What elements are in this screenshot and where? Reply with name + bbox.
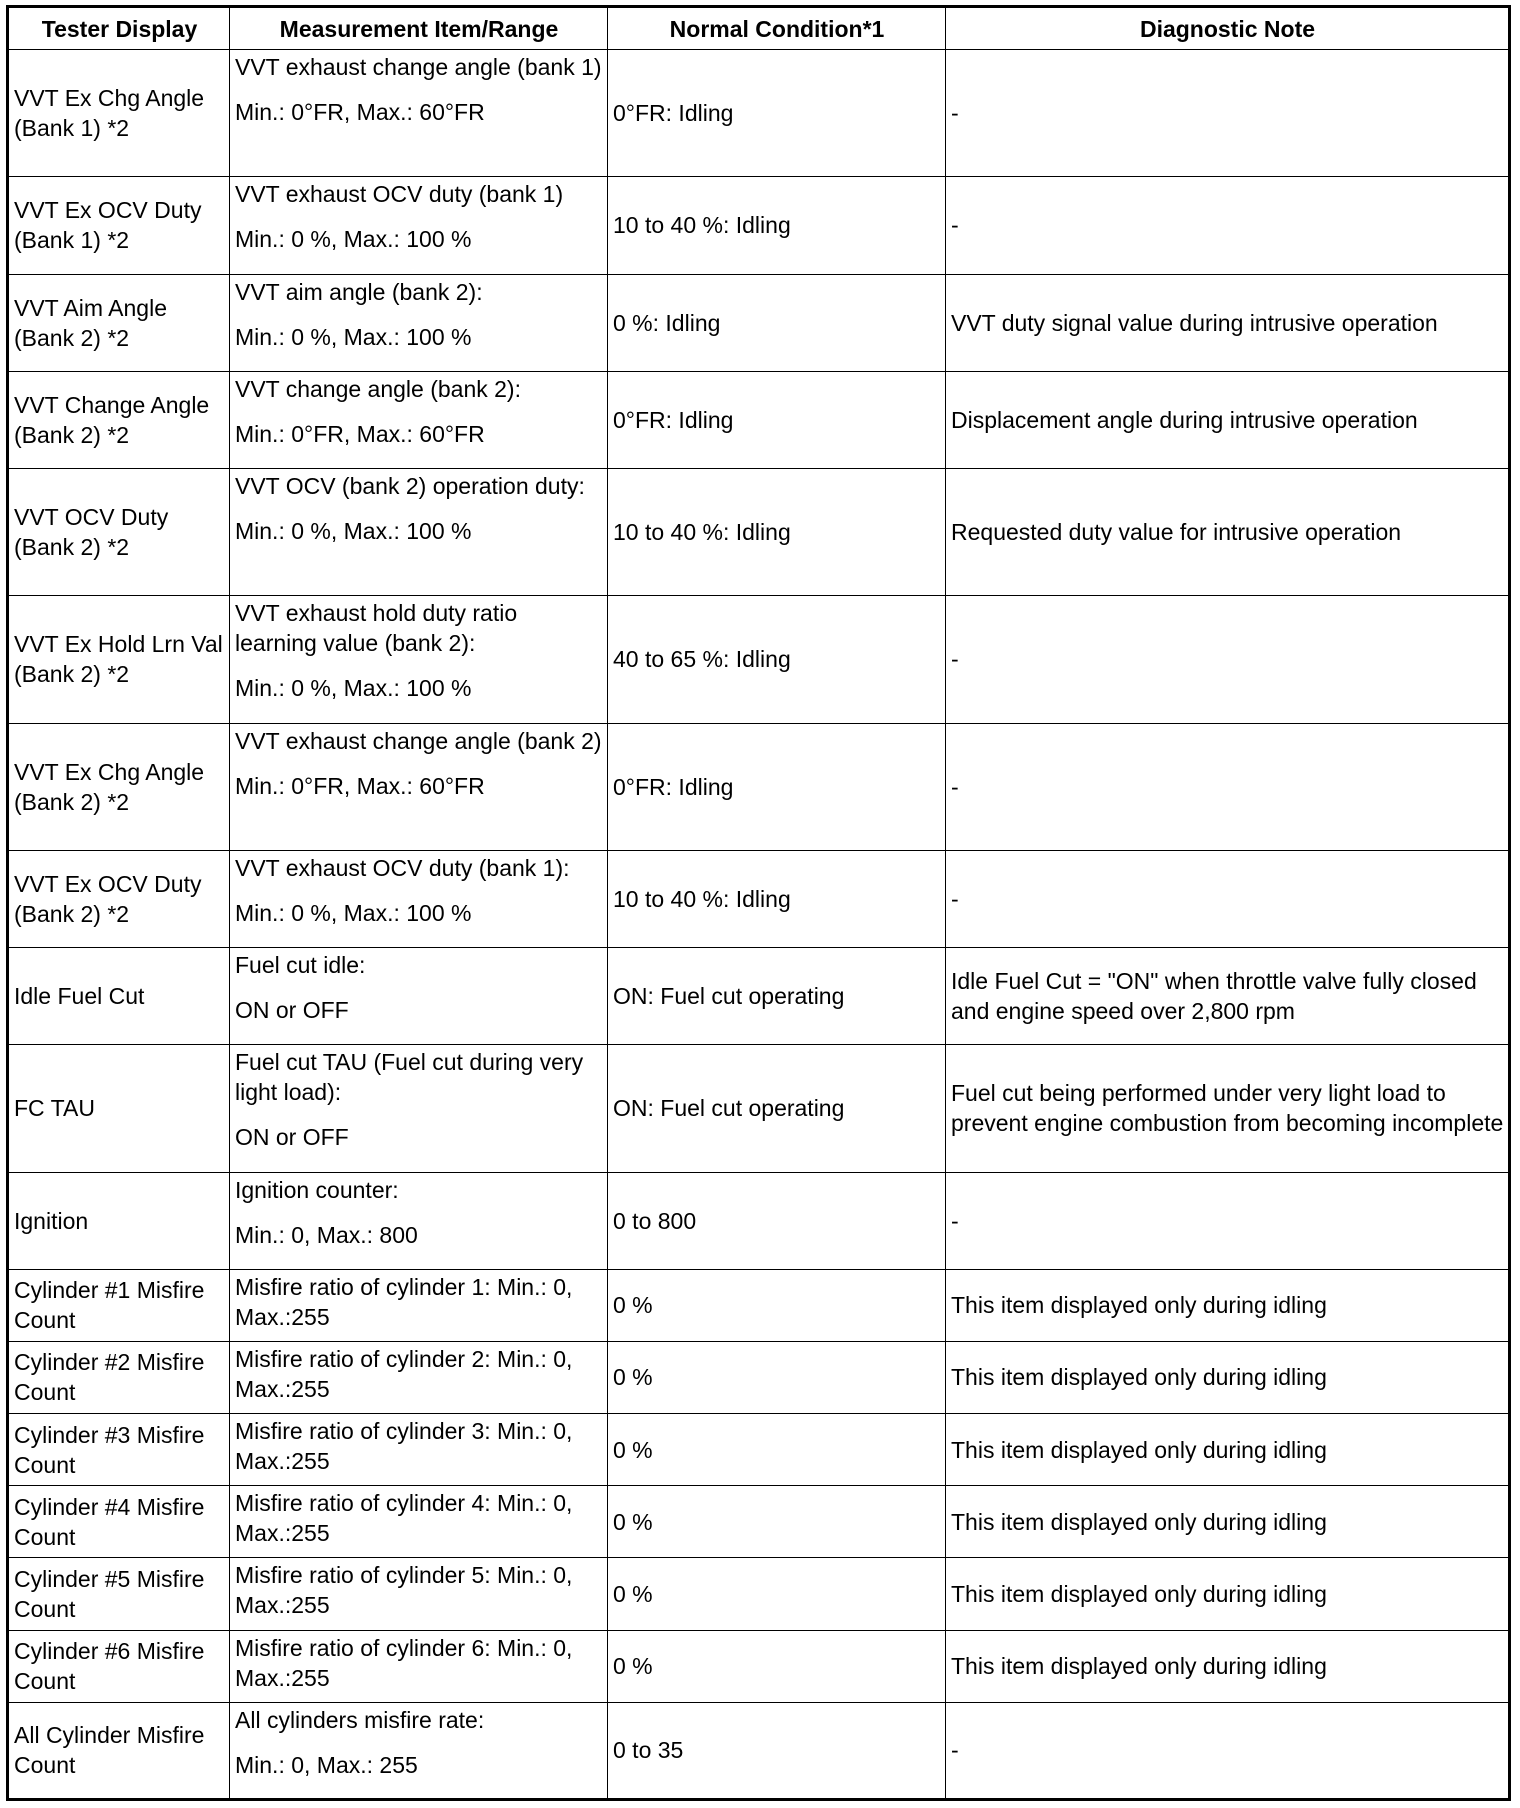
table-row <box>8 596 1510 723</box>
measurement-range: Min.: 0 %, Max.: 100 % <box>235 675 472 702</box>
measurement-item: All cylinders misfire rate: <box>235 1706 485 1733</box>
diagnostic-note-cell: - <box>946 1702 1510 1799</box>
diagnostic-note-cell: This item displayed only during idling <box>946 1414 1510 1486</box>
table-row <box>8 1414 1510 1486</box>
measurement-cell <box>230 371 608 468</box>
normal-condition-cell: 10 to 40 %: Idling <box>608 468 946 595</box>
tester-display-cell: FC TAU <box>8 1045 230 1172</box>
measurement-cell <box>230 1414 608 1486</box>
tester-display-cell: Ignition <box>8 1172 230 1269</box>
measurement-cell <box>230 1269 608 1341</box>
normal-condition-cell: 0 % <box>608 1630 946 1702</box>
measurement-item: VVT aim angle (bank 2): <box>235 278 483 305</box>
measurement-item: Fuel cut idle: <box>235 952 366 978</box>
table-row <box>8 371 1510 468</box>
measurement-item: VVT exhaust change angle (bank 1) <box>235 54 602 80</box>
normal-condition-cell: 0 % <box>608 1414 946 1486</box>
normal-condition-cell: ON: Fuel cut operating <box>608 1045 946 1172</box>
tester-display-cell: Cylinder #1 Misfire Count <box>8 1269 230 1341</box>
header-measurement: Measurement Item/Range <box>230 7 608 50</box>
measurement-cell <box>230 1486 608 1558</box>
diagnostic-note-cell: - <box>946 850 1510 947</box>
normal-condition-cell: 0°FR: Idling <box>608 50 946 177</box>
diagnostic-note-cell: - <box>946 723 1510 850</box>
measurement-range: Min.: 0, Max.: 800 <box>235 1221 418 1248</box>
measurement-cell <box>230 1172 608 1269</box>
measurement-cell <box>230 177 608 274</box>
tester-display-cell: Idle Fuel Cut <box>8 948 230 1045</box>
tester-display-cell: VVT Ex Hold Lrn Val (Bank 2) *2 <box>8 596 230 723</box>
measurement-range: Min.: 0°FR, Max.: 60°FR <box>235 420 485 447</box>
data-list-table <box>6 5 1511 1801</box>
diagnostic-note-cell: VVT duty signal value during intrusive operation <box>946 274 1510 371</box>
measurement-range: ON or OFF <box>235 1124 349 1151</box>
table-row <box>8 274 1510 371</box>
diagnostic-note-cell: This item displayed only during idling <box>946 1558 1510 1630</box>
table-row <box>8 1269 1510 1341</box>
table-body <box>8 50 1510 1800</box>
measurement-range: Min.: 0 %, Max.: 100 % <box>235 226 472 253</box>
normal-condition-cell: 10 to 40 %: Idling <box>608 850 946 947</box>
tester-display-cell: VVT Ex OCV Duty (Bank 2) *2 <box>8 850 230 947</box>
measurement-range: Min.: 0°FR, Max.: 60°FR <box>235 772 485 799</box>
table-row <box>8 468 1510 595</box>
table-row <box>8 850 1510 947</box>
tester-display-cell: Cylinder #5 Misfire Count <box>8 1558 230 1630</box>
table-row <box>8 177 1510 274</box>
diagnostic-note-cell: Requested duty value for intrusive operation <box>946 468 1510 595</box>
normal-condition-cell: 0°FR: Idling <box>608 371 946 468</box>
measurement-cell <box>230 723 608 850</box>
measurement-cell <box>230 468 608 595</box>
measurement-cell <box>230 1702 608 1799</box>
header-diagnostic-note: Diagnostic Note <box>946 7 1510 50</box>
measurement-cell <box>230 1558 608 1630</box>
tester-display-cell: VVT Ex Chg Angle (Bank 1) *2 <box>8 50 230 177</box>
diagnostic-note-cell: Displacement angle during intrusive operation <box>946 371 1510 468</box>
tester-display-cell: Cylinder #3 Misfire Count <box>8 1414 230 1486</box>
table-row <box>8 1341 1510 1413</box>
diagnostic-note-cell: - <box>946 596 1510 723</box>
measurement-range: Min.: 0°FR, Max.: 60°FR <box>235 99 485 125</box>
measurement-item: Misfire ratio of cylinder 4: Min.: 0, Max.:255 <box>235 1490 573 1547</box>
diagnostic-note-cell: - <box>946 50 1510 177</box>
table-row <box>8 1486 1510 1558</box>
table-row <box>8 50 1510 177</box>
header-tester-display: Tester Display <box>8 7 230 50</box>
tester-display-cell: All Cylinder Misfire Count <box>8 1702 230 1799</box>
measurement-item: Ignition counter: <box>235 1176 399 1203</box>
tester-display-cell: VVT Aim Angle (Bank 2) *2 <box>8 274 230 371</box>
normal-condition-cell: 0 to 800 <box>608 1172 946 1269</box>
measurement-item: VVT exhaust hold duty ratio learning value (bank 2): <box>235 600 518 657</box>
diagnostic-note-cell: This item displayed only during idling <box>946 1269 1510 1341</box>
tester-display-cell: Cylinder #2 Misfire Count <box>8 1341 230 1413</box>
diagnostic-note-cell: This item displayed only during idling <box>946 1341 1510 1413</box>
table-row <box>8 1558 1510 1630</box>
measurement-item: Fuel cut TAU (Fuel cut during very light load): <box>235 1049 584 1106</box>
measurement-item: Misfire ratio of cylinder 6: Min.: 0, Max.:255 <box>235 1634 573 1691</box>
measurement-cell <box>230 948 608 1045</box>
tester-display-cell: Cylinder #4 Misfire Count <box>8 1486 230 1558</box>
diagnostic-note-cell: - <box>946 177 1510 274</box>
tester-display-cell: VVT Ex OCV Duty (Bank 1) *2 <box>8 177 230 274</box>
measurement-cell <box>230 1630 608 1702</box>
measurement-cell <box>230 1045 608 1172</box>
tester-display-cell: VVT OCV Duty (Bank 2) *2 <box>8 468 230 595</box>
measurement-item: Misfire ratio of cylinder 5: Min.: 0, Max.:255 <box>235 1562 573 1619</box>
measurement-item: Misfire ratio of cylinder 1: Min.: 0, Max.:255 <box>235 1273 573 1330</box>
normal-condition-cell: 0 to 35 <box>608 1702 946 1799</box>
table-row <box>8 1172 1510 1269</box>
measurement-cell <box>230 850 608 947</box>
measurement-range: Min.: 0 %, Max.: 100 % <box>235 517 472 544</box>
normal-condition-cell: 0 % <box>608 1341 946 1413</box>
table-row <box>8 1045 1510 1172</box>
table-row <box>8 1702 1510 1799</box>
normal-condition-cell: 0 % <box>608 1558 946 1630</box>
diagnostic-note-cell: This item displayed only during idling <box>946 1630 1510 1702</box>
tester-display-cell: VVT Change Angle (Bank 2) *2 <box>8 371 230 468</box>
measurement-item: Misfire ratio of cylinder 2: Min.: 0, Max.:255 <box>235 1345 573 1402</box>
measurement-item: VVT exhaust OCV duty (bank 1) <box>235 181 564 208</box>
table-row <box>8 948 1510 1045</box>
measurement-item: VVT exhaust change angle (bank 2) <box>235 727 602 754</box>
normal-condition-cell: 0 % <box>608 1269 946 1341</box>
measurement-cell <box>230 1341 608 1413</box>
normal-condition-cell: 0°FR: Idling <box>608 723 946 850</box>
normal-condition-cell: 0 % <box>608 1486 946 1558</box>
measurement-range: ON or OFF <box>235 997 349 1023</box>
normal-condition-cell: ON: Fuel cut operating <box>608 948 946 1045</box>
table-row <box>8 723 1510 850</box>
normal-condition-cell: 40 to 65 %: Idling <box>608 596 946 723</box>
measurement-item: VVT exhaust OCV duty (bank 1): <box>235 854 570 881</box>
measurement-range: Min.: 0 %, Max.: 100 % <box>235 323 472 350</box>
diagnostic-note-cell: Fuel cut being performed under very light load to prevent engine combustion from becoming incomplete <box>946 1045 1510 1172</box>
diagnostic-note-cell: Idle Fuel Cut = "ON" when throttle valve fully closed and engine speed over 2,800 rpm <box>946 948 1510 1045</box>
diagnostic-note-cell: - <box>946 1172 1510 1269</box>
measurement-cell <box>230 596 608 723</box>
header-normal-condition: Normal Condition*1 <box>608 7 946 50</box>
measurement-item: VVT change angle (bank 2): <box>235 375 521 402</box>
table-row <box>8 1630 1510 1702</box>
measurement-range: Min.: 0 %, Max.: 100 % <box>235 899 472 926</box>
normal-condition-cell: 10 to 40 %: Idling <box>608 177 946 274</box>
header-row <box>8 7 1510 50</box>
measurement-item: Misfire ratio of cylinder 3: Min.: 0, Max.:255 <box>235 1418 573 1475</box>
diagnostic-note-cell: This item displayed only during idling <box>946 1486 1510 1558</box>
tester-display-cell: VVT Ex Chg Angle (Bank 2) *2 <box>8 723 230 850</box>
measurement-cell <box>230 50 608 177</box>
normal-condition-cell: 0 %: Idling <box>608 274 946 371</box>
tester-display-cell: Cylinder #6 Misfire Count <box>8 1630 230 1702</box>
measurement-range: Min.: 0, Max.: 255 <box>235 1751 418 1778</box>
measurement-cell <box>230 274 608 371</box>
measurement-item: VVT OCV (bank 2) operation duty: <box>235 472 585 499</box>
